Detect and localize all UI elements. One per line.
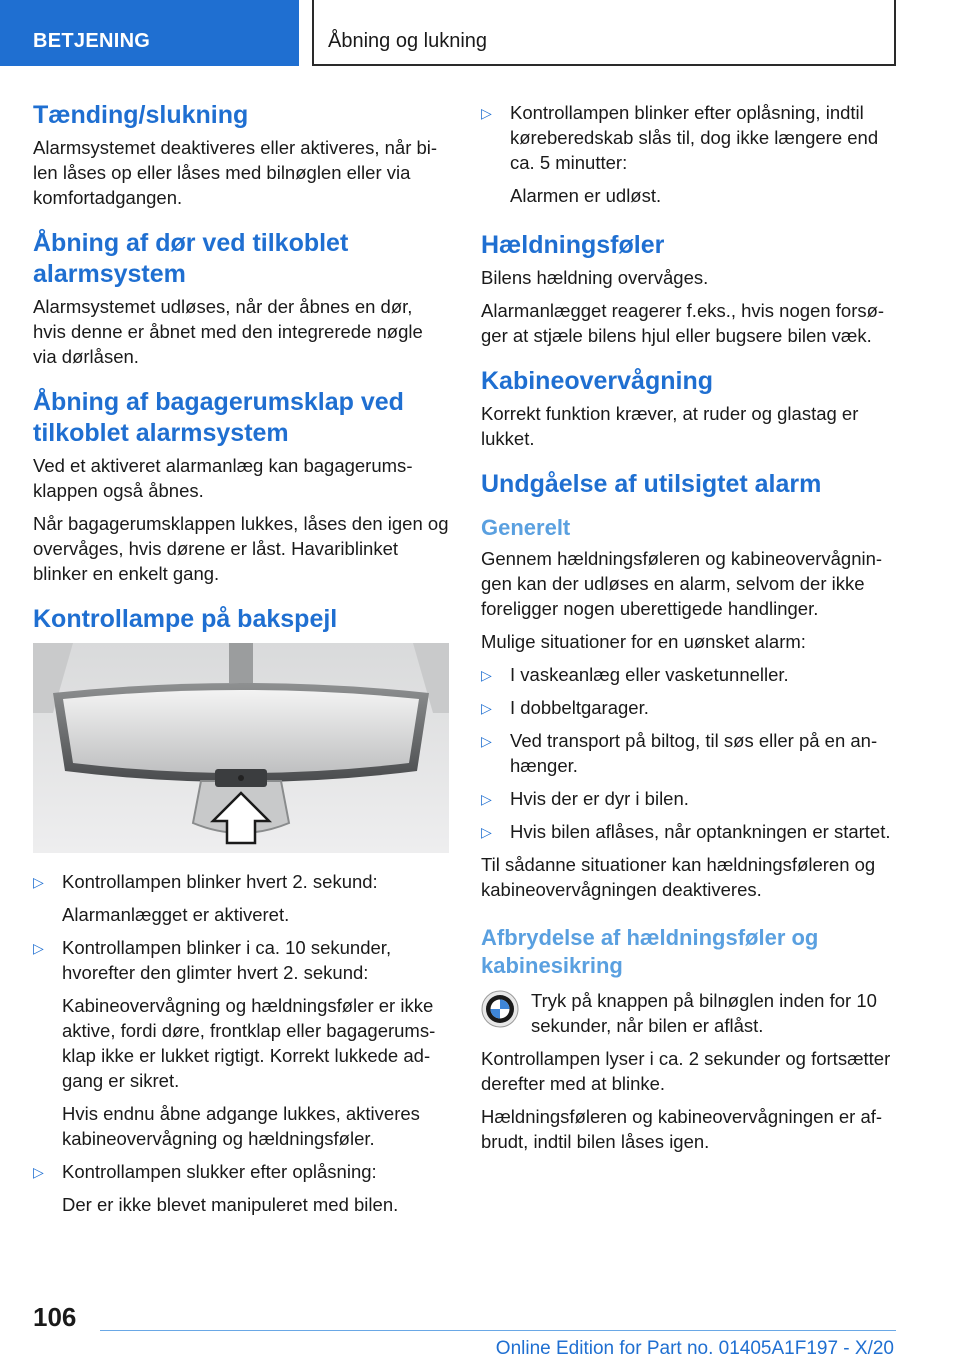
triangle-bullet-icon: ▷ (33, 874, 44, 890)
list-item (481, 819, 897, 844)
list-item-text: Hvis bilen aflåses, når optankningen er startet. (510, 821, 891, 842)
list-item-text: I vaskeanlæg eller vasketunneller. (510, 664, 789, 685)
heading-tilt-sensor: Hældningsføler (481, 231, 665, 259)
section-switch-on-off (33, 100, 449, 210)
triangle-bullet-icon: ▷ (481, 733, 492, 749)
list-item-text: Kontrollampen blinker hvert 2. sekund: (62, 871, 378, 892)
triangle-bullet-icon: ▷ (481, 105, 492, 121)
paragraph: Ved et aktiveret alarmanlæg kan bagagerumsklappen også åbnes. (33, 455, 413, 501)
paragraph: Gennem hældningsføleren og kabineovervågningen kan der udløses en alarm, selvom der ikke foreligger nogen uberettigede handlinger. (481, 548, 883, 619)
list-item-detail: Der er ikke blevet manipuleret med bilen. (62, 1194, 399, 1215)
subheading-general: Generelt (481, 515, 571, 540)
paragraph: Alarmsystemet udløses, når der åbnes en dør, hvis denne er åbnet med den integrerede nøgle via dørlåsen. (33, 296, 423, 367)
list-item (33, 935, 449, 1151)
list-item (481, 662, 897, 687)
paragraph: Til sådanne situationer kan hældningsføleren og kabineovervågningen deaktiveres. (481, 854, 876, 900)
bmw-key-icon (481, 990, 519, 1028)
paragraph: Alarmsystemet deaktiveres eller aktiveres, når bilen låses op eller låses med bilnøglen eller via komfortadgangen. (33, 137, 438, 208)
triangle-bullet-icon: ▷ (33, 1164, 44, 1180)
paragraph: Hældningsføleren og kabineovervågningen er afbrudt, indtil bilen låses igen. (481, 1106, 883, 1152)
key-button-instruction (481, 988, 897, 1038)
section-indicator-mirror (33, 604, 449, 1217)
heading-interior-monitoring: Kabineovervågning (481, 367, 713, 395)
indicator-list (33, 869, 449, 1217)
list-item (33, 869, 449, 927)
paragraph: Kontrollampen lyser i ca. 2 sekunder og fortsætter derefter med at blinke. (481, 1048, 891, 1094)
footer-divider (100, 1330, 896, 1331)
paragraph: Alarmanlægget reagerer f.eks., hvis nogen forsøger at stjæle bilens hjul eller bugsere bilen væk. (481, 300, 885, 346)
list-item (481, 695, 897, 720)
right-column (481, 100, 897, 1162)
list-item-text: Kontrollampen blinker efter oplåsning, indtil køreberedskab slås til, dog ikke længere end ca. 5 minutter: (510, 102, 879, 173)
list-item (481, 100, 897, 208)
false-alarm-situations-list (481, 662, 897, 844)
list-item-text: Kontrollampen slukker efter oplåsning: (62, 1161, 377, 1182)
triangle-bullet-icon: ▷ (481, 667, 492, 683)
indicator-list-continued (481, 100, 897, 208)
heading-door-open-alarm: Åbning af dør ved tilkoblet alarmsystem (33, 229, 349, 288)
section-tilt-sensor (481, 230, 897, 348)
subheading-disable-sensors: Afbrydelse af hældningsføler og kabinesikring (481, 925, 819, 978)
heading-indicator-mirror: Kontrollampe på bakspejl (33, 605, 338, 633)
list-item-text: Ved transport på biltog, til søs eller på en anhænger. (510, 730, 878, 776)
triangle-bullet-icon: ▷ (481, 791, 492, 807)
triangle-bullet-icon: ▷ (33, 940, 44, 956)
section-door-open-alarm (33, 228, 449, 369)
list-item-detail: Kabineovervågning og hældningsføler er ikke aktive, fordi døre, frontklap eller bagagerumsklap ikke er lukket rigtigt. Korrekt lukkede adgang er sikret. (62, 995, 436, 1091)
paragraph: Bilens hældning overvåges. (481, 267, 709, 288)
paragraph: Mulige situationer for en uønsket alarm: (481, 631, 806, 652)
heading-tailgate-alarm: Åbning af bagagerumsklap ved tilkoblet alarmsystem (33, 388, 404, 447)
page-number: 106 (33, 1302, 77, 1332)
heading-avoid-false-alarm: Undgåelse af utilsigtet alarm (481, 470, 822, 498)
left-column (33, 100, 449, 1225)
list-item (481, 786, 897, 811)
paragraph: Når bagagerumsklappen lukkes, låses den igen og overvåges, hvis dørene er låst. Havariblinket blinker en enkelt gang. (33, 513, 449, 584)
paragraph: Tryk på knappen på bilnøglen inden for 10 sekunder, når bilen er aflåst. (531, 990, 877, 1036)
heading-switch-on-off: Tænding/slukning (33, 101, 249, 129)
section-tailgate-alarm (33, 387, 449, 586)
list-item-detail: Hvis endnu åbne adgange lukkes, aktiveres kabineovervågning og hældningsføler. (62, 1103, 420, 1149)
triangle-bullet-icon: ▷ (481, 700, 492, 716)
list-item-detail: Alarmen er udløst. (510, 185, 662, 206)
list-item-text: Kontrollampen blinker i ca. 10 sekunder, hvorefter den glimter hvert 2. sekund: (62, 937, 392, 983)
section-avoid-false-alarm (481, 469, 897, 1154)
rearview-mirror-illustration (33, 643, 449, 853)
list-item-text: I dobbeltgarager. (510, 697, 649, 718)
paragraph: Korrekt funktion kræver, at ruder og glastag er lukket. (481, 403, 859, 449)
footer-edition-text: Online Edition for Part no. 01405A1F197 - X/20 (495, 1338, 894, 1359)
list-item-detail: Alarmanlægget er aktiveret. (62, 904, 290, 925)
list-item (33, 1159, 449, 1217)
header-section-label: BETJENING (0, 0, 299, 66)
section-interior-monitoring (481, 366, 897, 451)
triangle-bullet-icon: ▷ (481, 824, 492, 840)
list-item (481, 728, 897, 778)
list-item-text: Hvis der er dyr i bilen. (510, 788, 689, 809)
header-chapter-title: Åbning og lukning (312, 0, 896, 66)
